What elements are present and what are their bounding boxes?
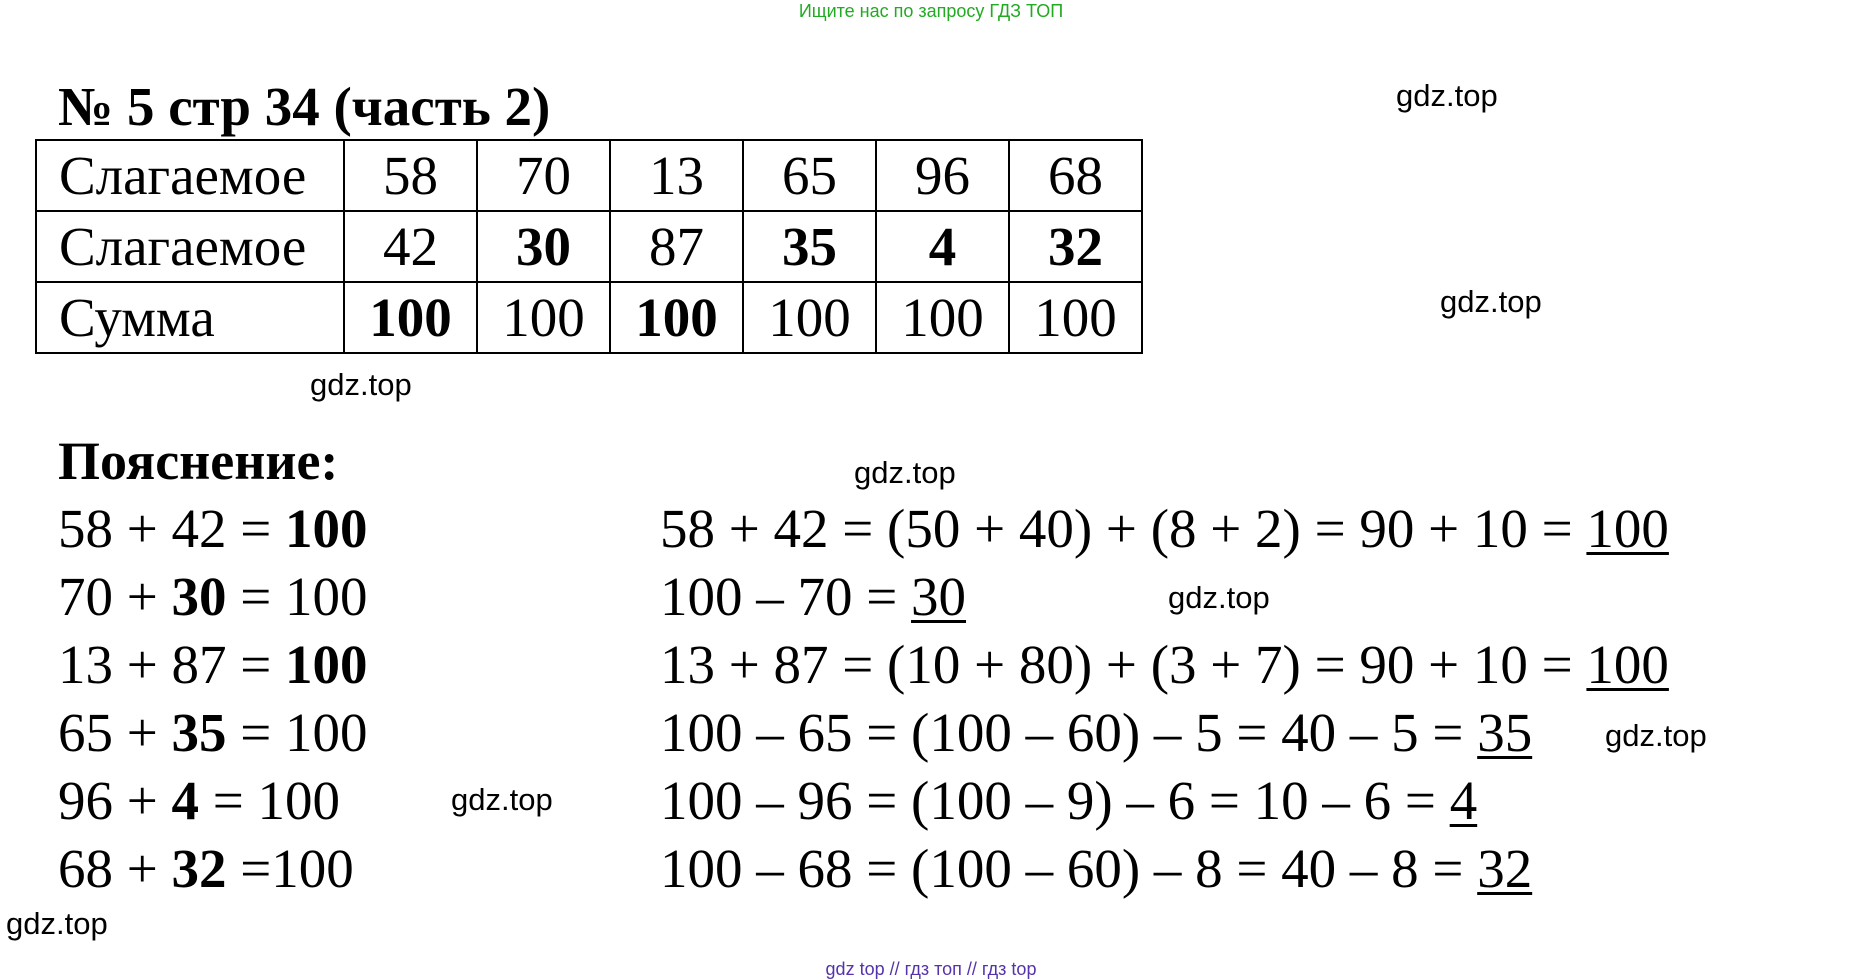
- table-cell: 96: [876, 140, 1009, 211]
- answer-value: 35: [1477, 702, 1533, 763]
- equation-line: [58, 634, 368, 696]
- found-value: 4: [171, 770, 200, 831]
- table-cell: 35: [743, 211, 876, 282]
- table-cell: 100: [344, 282, 477, 353]
- table-row: [36, 211, 1142, 282]
- equation-text: 96 +: [58, 770, 172, 831]
- equation-line: [660, 566, 966, 628]
- top-banner: Ищите нас по запросу ГДЗ ТОП: [798, 1, 1064, 21]
- row-label: Сумма: [36, 282, 344, 353]
- table-cell: 100: [477, 282, 610, 353]
- answer-value: 100: [1586, 498, 1669, 559]
- footer-banner: gdz top // гдз топ // гдз top: [825, 959, 1037, 979]
- equation-text: 58 + 42 =: [58, 498, 286, 559]
- row-label: Слагаемое: [36, 140, 344, 211]
- found-value: 35: [171, 702, 227, 763]
- table-cell: 32: [1009, 211, 1142, 282]
- table-cell: 87: [610, 211, 743, 282]
- found-value: 100: [285, 498, 368, 559]
- equation-text: 65 +: [58, 702, 172, 763]
- row-label: Слагаемое: [36, 211, 344, 282]
- equation-text: = 100: [226, 702, 368, 763]
- equation-text: = 100: [199, 770, 341, 831]
- equation-line: [660, 634, 1669, 696]
- addition-table: [35, 139, 1143, 354]
- equation-line: [58, 838, 354, 900]
- table-cell: 4: [876, 211, 1009, 282]
- watermark: gdz.top: [1605, 718, 1707, 753]
- answer-value: 30: [911, 566, 967, 627]
- watermark: gdz.top: [451, 782, 553, 817]
- equation-text: 68 +: [58, 838, 172, 899]
- equation-text: =100: [226, 838, 354, 899]
- equation-line: [58, 566, 368, 628]
- answer-value: 32: [1477, 838, 1533, 899]
- equation-text: 100 – 65 = (100 – 60) – 5 = 40 – 5 =: [660, 702, 1478, 763]
- equation-text: 100 – 70 =: [660, 566, 912, 627]
- table-row: [36, 140, 1142, 211]
- equation-line: [660, 770, 1477, 832]
- watermark: gdz.top: [6, 906, 108, 941]
- equation-text: 100 – 96 = (100 – 9) – 6 = 10 – 6 =: [660, 770, 1450, 831]
- table-cell: 58: [344, 140, 477, 211]
- equation-text: 13 + 87 =: [58, 634, 286, 695]
- table-cell: 65: [743, 140, 876, 211]
- table-cell: 100: [876, 282, 1009, 353]
- found-value: 32: [171, 838, 227, 899]
- equation-line: [660, 838, 1532, 900]
- equation-text: = 100: [226, 566, 368, 627]
- equation-text: 13 + 87 = (10 + 80) + (3 + 7) = 90 + 10 =: [660, 634, 1587, 695]
- answer-value: 4: [1449, 770, 1478, 831]
- explanation-heading: Пояснение:: [58, 431, 339, 491]
- watermark: gdz.top: [1168, 580, 1270, 615]
- equation-line: [58, 770, 340, 832]
- answer-value: 100: [1586, 634, 1669, 695]
- equation-line: [58, 702, 368, 764]
- table-cell: 68: [1009, 140, 1142, 211]
- table-cell: 100: [743, 282, 876, 353]
- watermark: gdz.top: [854, 455, 956, 490]
- equation-line: [58, 498, 368, 560]
- equation-line: [660, 702, 1532, 764]
- table-cell: 42: [344, 211, 477, 282]
- found-value: 100: [285, 634, 368, 695]
- equation-text: 58 + 42 = (50 + 40) + (8 + 2) = 90 + 10 =: [660, 498, 1587, 559]
- found-value: 30: [171, 566, 227, 627]
- equation-text: 100 – 68 = (100 – 60) – 8 = 40 – 8 =: [660, 838, 1478, 899]
- table-cell: 30: [477, 211, 610, 282]
- table-row: [36, 282, 1142, 353]
- watermark: gdz.top: [1396, 78, 1498, 113]
- watermark: gdz.top: [1440, 284, 1542, 319]
- table-cell: 100: [1009, 282, 1142, 353]
- equation-text: 70 +: [58, 566, 172, 627]
- table-cell: 70: [477, 140, 610, 211]
- table-cell: 100: [610, 282, 743, 353]
- table-cell: 13: [610, 140, 743, 211]
- watermark: gdz.top: [310, 367, 412, 402]
- page-title: № 5 стр 34 (часть 2): [58, 76, 551, 137]
- equation-line: [660, 498, 1669, 560]
